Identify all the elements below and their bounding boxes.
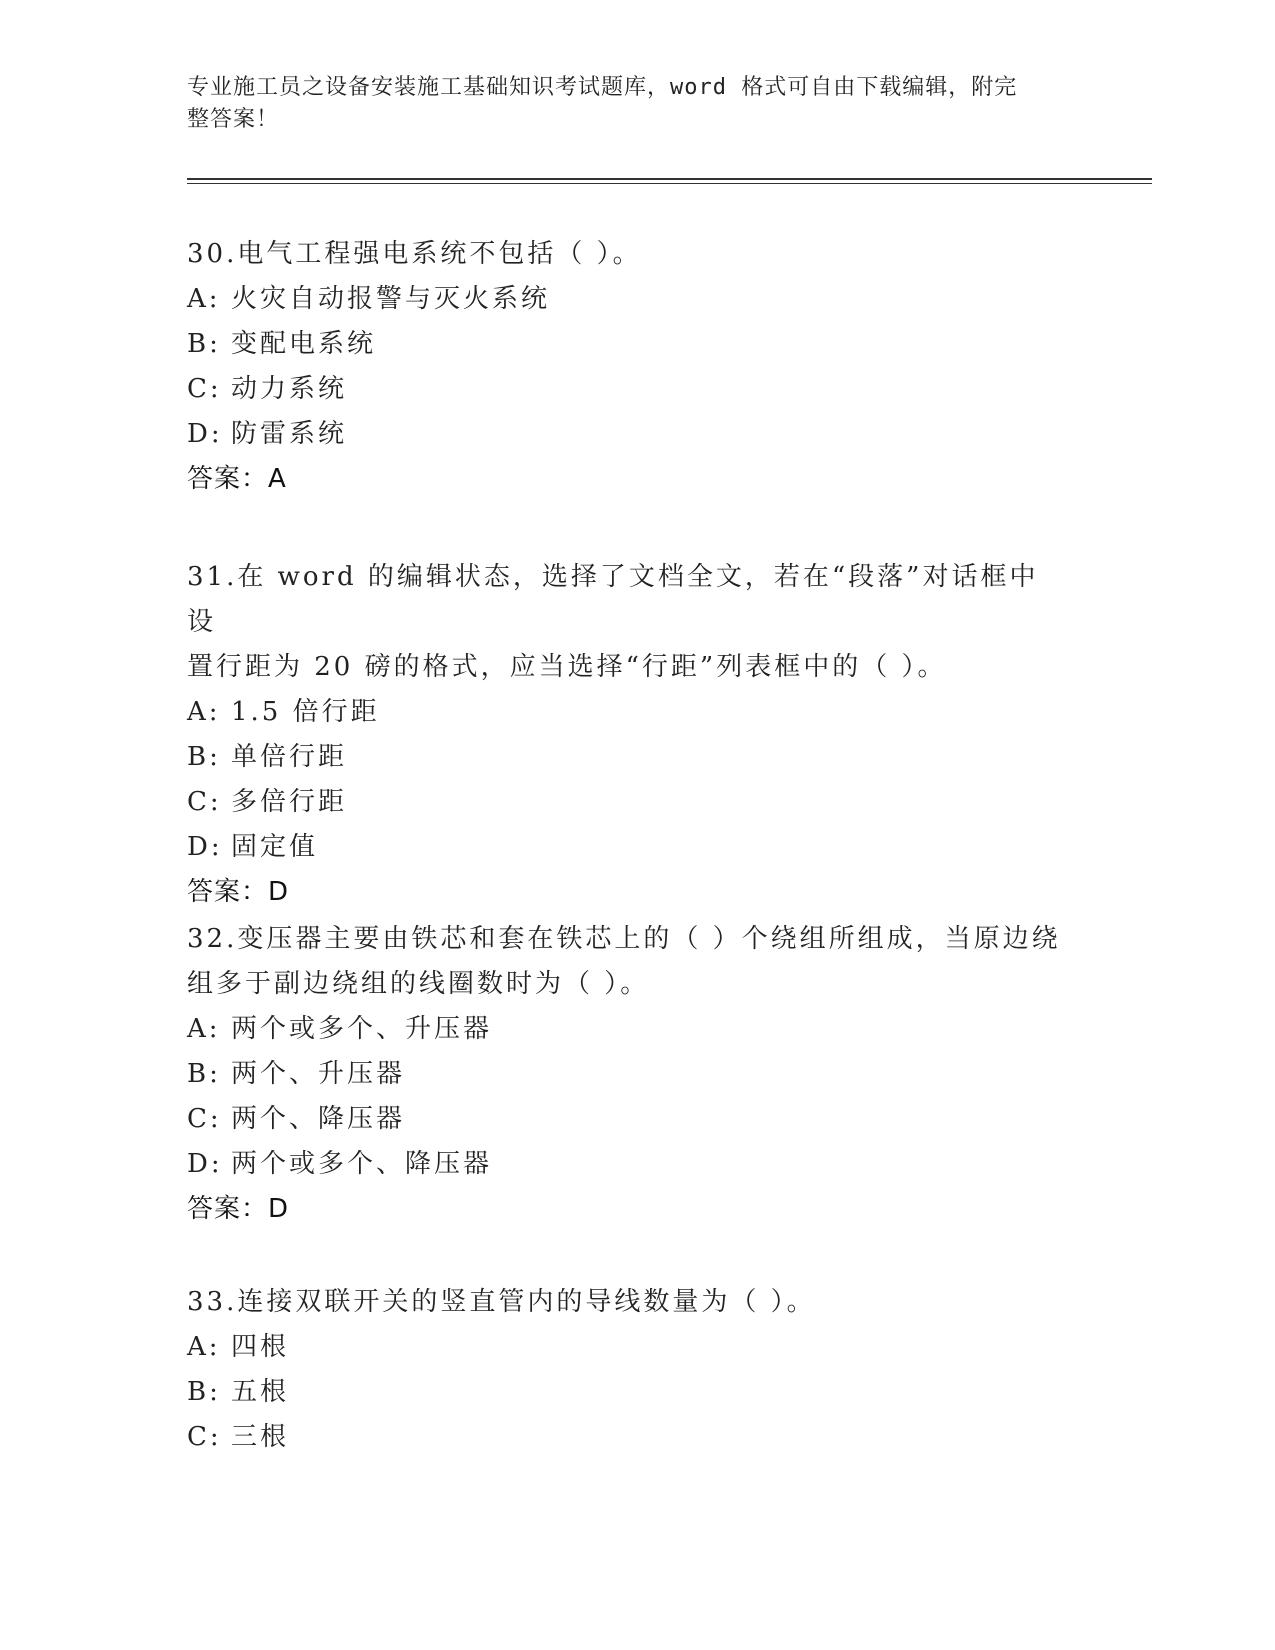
- option-letter: A:: [187, 284, 221, 314]
- option-b: [187, 322, 1067, 367]
- option-letter: D:: [187, 832, 223, 862]
- option-letter: C:: [187, 1422, 222, 1452]
- option-letter: C:: [187, 1104, 222, 1134]
- option-letter: B:: [187, 329, 221, 359]
- option-text: 防雷系统: [231, 419, 348, 449]
- option-text: 动力系统: [231, 374, 348, 404]
- option-text: 四根: [231, 1332, 290, 1362]
- question-32: [187, 917, 1067, 1232]
- option-c: [187, 780, 1067, 825]
- option-a: [187, 277, 1067, 322]
- question-stem-line-1: 31.在 word 的编辑状态，选择了文档全文，若在“段落”对话框中设: [187, 562, 1039, 637]
- header-divider-thick: [187, 178, 1152, 180]
- header-line-1: 专业施工员之设备安装施工基础知识考试题库，word 格式可自由下载编辑，附完: [187, 75, 1018, 100]
- option-letter: D:: [187, 419, 223, 449]
- question-stem-line-2: 置行距为 20 磅的格式，应当选择“行距”列表框中的（ ）。: [187, 652, 947, 682]
- option-text: 固定值: [231, 832, 319, 862]
- question-33: [187, 1280, 1067, 1460]
- option-c: [187, 1415, 1067, 1460]
- question-30: [187, 232, 1067, 502]
- option-text: 三根: [231, 1422, 290, 1452]
- option-text: 两个、升压器: [231, 1059, 406, 1089]
- answer-line: 答案：A: [187, 464, 287, 494]
- option-text: 单倍行距: [231, 742, 348, 772]
- option-d: [187, 1142, 1067, 1187]
- option-letter: C:: [187, 787, 222, 817]
- question-stem: 30.电气工程强电系统不包括（ ）。: [187, 239, 642, 269]
- option-text: 两个或多个、降压器: [231, 1149, 493, 1179]
- option-b: [187, 1052, 1067, 1097]
- option-text: 多倍行距: [231, 787, 348, 817]
- option-text: 两个、降压器: [231, 1104, 406, 1134]
- header-line-2: 整答案！: [187, 107, 280, 132]
- option-text: 两个或多个、升压器: [231, 1014, 493, 1044]
- option-d: [187, 412, 1067, 457]
- option-letter: A:: [187, 1014, 221, 1044]
- question-stem-line-2: 组多于副边绕组的线圈数时为（ ）。: [187, 969, 650, 999]
- option-b: [187, 735, 1067, 780]
- option-letter: B:: [187, 742, 221, 772]
- option-text: 1.5 倍行距: [231, 697, 380, 727]
- option-text: 变配电系统: [231, 329, 377, 359]
- option-c: [187, 1097, 1067, 1142]
- answer-line: 答案：D: [187, 877, 290, 907]
- option-letter: C:: [187, 374, 222, 404]
- header-divider-thin: [187, 183, 1152, 184]
- option-text: 火灾自动报警与灭火系统: [231, 284, 551, 314]
- option-a: [187, 1325, 1067, 1370]
- option-a: [187, 1007, 1067, 1052]
- option-text: 五根: [231, 1377, 290, 1407]
- question-31: [187, 555, 1067, 915]
- option-b: [187, 1370, 1067, 1415]
- option-letter: A:: [187, 697, 221, 727]
- question-stem: 33.连接双联开关的竖直管内的导线数量为（ ）。: [187, 1287, 816, 1317]
- option-d: [187, 825, 1067, 870]
- document-header: [187, 72, 1067, 136]
- option-a: [187, 690, 1067, 735]
- option-c: [187, 367, 1067, 412]
- option-letter: B:: [187, 1059, 221, 1089]
- option-letter: B:: [187, 1377, 221, 1407]
- option-letter: A:: [187, 1332, 221, 1362]
- question-stem-line-1: 32.变压器主要由铁芯和套在铁芯上的（ ）个绕组所组成，当原边绕: [187, 924, 1061, 954]
- answer-line: 答案：D: [187, 1194, 290, 1224]
- option-letter: D:: [187, 1149, 223, 1179]
